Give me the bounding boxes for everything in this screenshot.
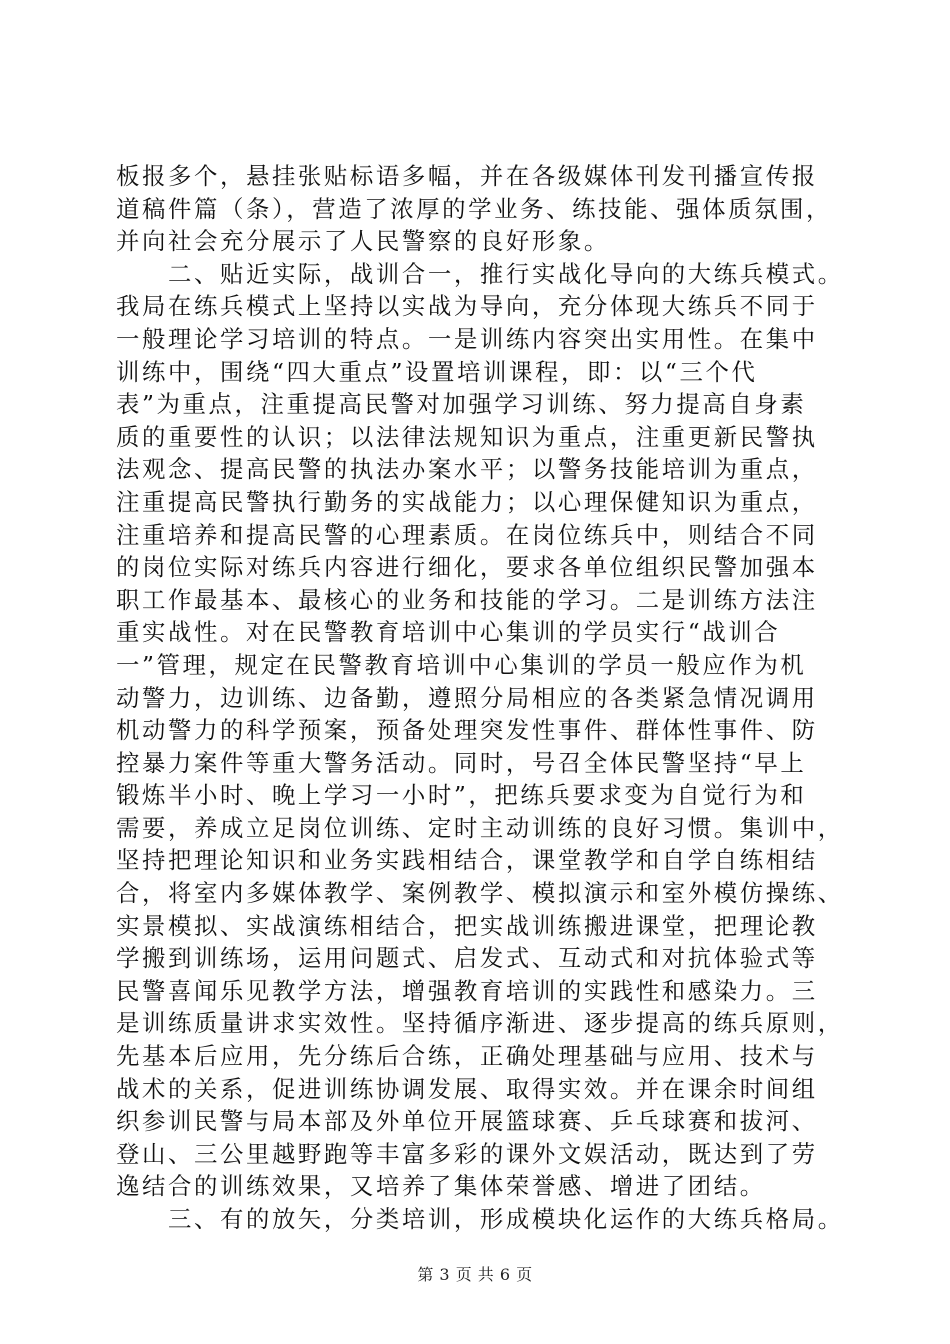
section-heading-line: 三、有的放矢，分类培训，形成模块化运作的大练兵格局。 <box>116 1205 844 1233</box>
text-line: 机动警力的科学预案，预备处理突发性事件、群体性事件、防 <box>116 716 818 745</box>
body-text <box>116 160 852 1236</box>
text-line: 职工作最基本、最核心的业务和技能的学习。二是训练方法注 <box>116 585 818 614</box>
text-line: 注重提高民警执行勤务的实战能力；以心理保健知识为重点， <box>116 487 818 516</box>
text-line: 控暴力案件等重大警务活动。同时，号召全体民警坚持“早上 <box>116 748 807 777</box>
text-line: 实景模拟、实战演练相结合，把实战训练搬进课堂，把理论教 <box>116 911 818 940</box>
text-line: 登山、三公里越野跑等丰富多彩的课外文娱活动，既达到了劳 <box>116 1139 818 1168</box>
text-line: 并向社会充分展示了人民警察的良好形象。 <box>116 227 610 256</box>
text-line: 需要，养成立足岗位训练、定时主动训练的良好习惯。集训中， <box>116 813 844 842</box>
text-line: 先基本后应用，先分练后合练，正确处理基础与应用、技术与 <box>116 1042 818 1071</box>
text-line: 战术的关系，促进训练协调发展、取得实效。并在课余时间组 <box>116 1074 818 1103</box>
text-line: 动警力，边训练、边备勤，遵照分局相应的各类紧急情况调用 <box>116 683 818 712</box>
text-line: 法观念、提高民警的执法办案水平；以警务技能培训为重点， <box>116 455 818 484</box>
text-line: 锻炼半小时、晚上学习一小时”，把练兵要求变为自觉行为和 <box>116 781 807 810</box>
text-line: 道稿件篇（条），营造了浓厚的学业务、练技能、强体质氛围， <box>116 194 833 223</box>
section-heading-line: 二、贴近实际，战训合一，推行实战化导向的大练兵模式。 <box>116 259 844 288</box>
text-line: 坚持把理论知识和业务实践相结合，课堂教学和自学自练相结 <box>116 846 818 875</box>
text-line: 合，将室内多媒体教学、案例教学、模拟演示和室外模仿操练、 <box>116 879 844 908</box>
text-line: 注重培养和提高民警的心理素质。在岗位练兵中，则结合不同 <box>116 520 818 549</box>
text-line: 训练中，围绕“四大重点”设置培训课程，即：以“三个代 <box>116 357 758 386</box>
text-line: 板报多个，悬挂张贴标语多幅，并在各级媒体刊发刊播宣传报 <box>116 162 818 190</box>
text-line: 我局在练兵模式上坚持以实战为导向，充分体现大练兵不同于 <box>116 292 818 321</box>
text-line: 民警喜闻乐见教学方法，增强教育培训的实践性和感染力。三 <box>116 976 818 1005</box>
text-line: 织参训民警与局本部及外单位开展篮球赛、乒乓球赛和拔河、 <box>116 1107 818 1136</box>
text-line: 质的重要性的认识；以法律法规知识为重点，注重更新民警执 <box>116 422 818 451</box>
text-line: 表”为重点，注重提高民警对加强学习训练、努力提高自身素 <box>116 390 807 419</box>
text-line: 的岗位实际对练兵内容进行细化，要求各单位组织民警加强本 <box>116 553 818 582</box>
text-line: 学搬到训练场，运用问题式、启发式、互动式和对抗体验式等 <box>116 944 818 973</box>
text-line: 逸结合的训练效果，又培养了集体荣誉感、增进了团结。 <box>116 1172 766 1201</box>
page-number-footer: 第 3 页 共 6 页 <box>417 1265 533 1284</box>
text-line: 一般理论学习培训的特点。一是训练内容突出实用性。在集中 <box>116 324 818 353</box>
text-line: 是训练质量讲求实效性。坚持循序渐进、逐步提高的练兵原则， <box>116 1009 844 1038</box>
text-line: 一”管理，规定在民警教育培训中心集训的学员一般应作为机 <box>116 650 807 679</box>
text-line: 重实战性。对在民警教育培训中心集训的学员实行“战训合 <box>116 618 781 647</box>
